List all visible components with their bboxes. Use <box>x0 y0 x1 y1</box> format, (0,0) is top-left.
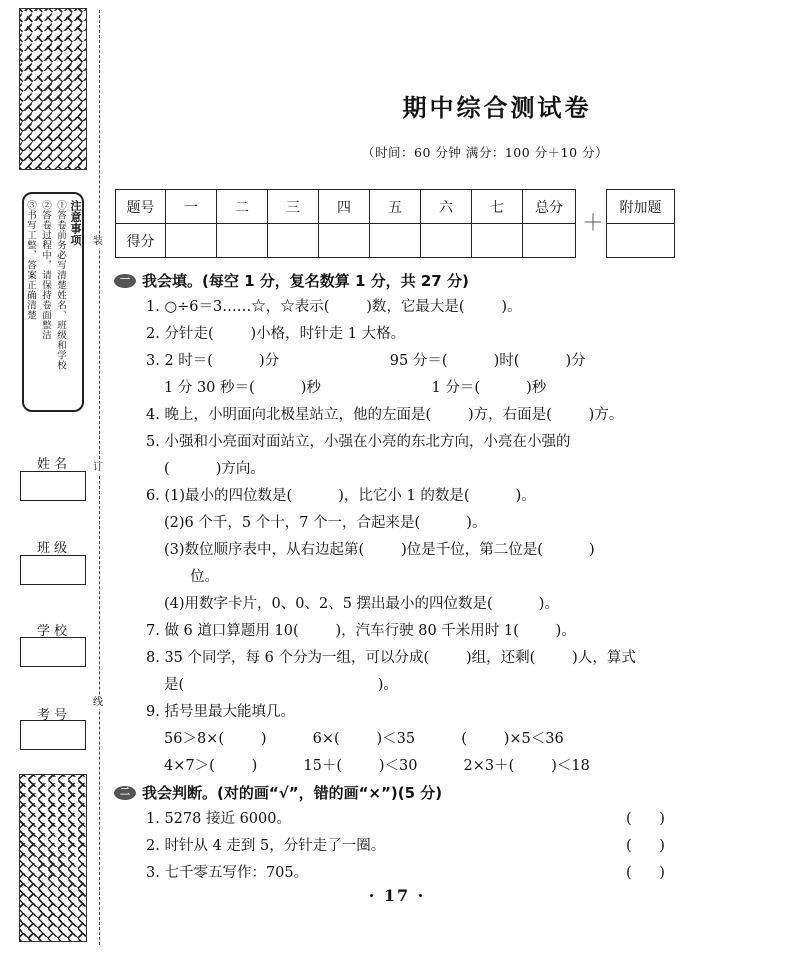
question-line: ( )方向。 <box>164 461 265 477</box>
section-2-title: 我会判断。(对的画“√”，错的画“×”)(5 分) <box>142 784 443 802</box>
score-header-cell: 六 <box>421 190 472 224</box>
question-line: (2)6 个千，5 个十，7 个一，合起来是( )。 <box>164 515 487 531</box>
notice-title: 注意事项 <box>69 200 82 246</box>
question-line: 4×7＞( ) 15＋( )＜30 2×3＋( )＜18 <box>164 758 590 774</box>
score-cell[interactable] <box>217 224 268 258</box>
question-line: 2. 分针走( )小格，时针走 1 大格。 <box>146 326 406 342</box>
score-cell[interactable] <box>370 224 421 258</box>
class-input-box[interactable] <box>20 555 86 585</box>
score-table-score-row <box>116 224 576 258</box>
score-cell[interactable] <box>268 224 319 258</box>
binding-char-1: 装 <box>93 236 103 247</box>
question-line: 8. 35 个同学，每 6 个分为一组，可以分成( )组，还剩( )人，算式 <box>146 650 636 666</box>
score-header-cell: 题号 <box>116 190 166 224</box>
score-cell[interactable] <box>319 224 370 258</box>
school-input-box[interactable] <box>20 637 86 667</box>
score-cell[interactable] <box>472 224 523 258</box>
bonus-table <box>606 189 675 258</box>
judge-item-text: 1. 5278 接近 6000。 <box>146 811 291 827</box>
question-line: (3)数位顺序表中，从右边起第( )位是千位，第二位是( ) <box>164 542 595 558</box>
name-input-box[interactable] <box>20 471 86 501</box>
question-line: 是( )。 <box>164 677 398 693</box>
notice-line-2: ②答卷过程中，请保持卷面整洁 <box>40 200 51 340</box>
question-line: 56＞8×( ) 6×( )＜35 ( )×5＜36 <box>164 731 564 747</box>
section-1-title: 我会填。(每空 1 分，复名数算 1 分，共 27 分) <box>142 272 469 290</box>
judge-item-text: 2. 时针从 4 走到 5，分针走了一圈。 <box>146 838 386 854</box>
question-line: 6. (1)最小的四位数是( )，比它小 1 的数是( )。 <box>146 488 536 504</box>
bonus-score-cell[interactable] <box>607 224 675 258</box>
question-line: 9. 括号里最大能填几。 <box>146 704 295 720</box>
binding-dashed-line <box>99 10 100 945</box>
plus-sign: ＋ <box>582 211 605 236</box>
score-cell[interactable] <box>166 224 217 258</box>
page-title: 期中综合测试卷 <box>402 94 592 122</box>
section-2-badge: 二 <box>114 786 136 800</box>
name-label: 姓名 <box>36 457 71 472</box>
question-line: 7. 做 6 道口算题用 10( )，汽车行驶 80 千米用时 1( )。 <box>146 623 576 639</box>
score-header-cell: 三 <box>268 190 319 224</box>
notice-line-1: ①答卷前务必写清楚姓名、班级和学校 <box>55 200 66 370</box>
score-table-header-row <box>116 190 576 224</box>
section-1-heading <box>114 270 469 291</box>
score-row-label: 得分 <box>116 224 166 258</box>
class-label: 班级 <box>36 541 71 556</box>
school-label: 学校 <box>36 624 71 639</box>
judge-item-text: 3. 七千零五写作：705。 <box>146 865 309 881</box>
section-1-badge: 一 <box>114 274 136 288</box>
score-header-cell: 五 <box>370 190 421 224</box>
notice-box <box>22 192 84 412</box>
question-line: 4. 晚上，小明面向北极星站立，他的左面是( )方，右面是( )方。 <box>146 407 624 423</box>
judge-item-paren[interactable]: ( ) <box>626 865 665 881</box>
judge-item-paren[interactable]: ( ) <box>626 811 665 827</box>
binding-char-2: 订 <box>93 462 103 473</box>
page-number: · 17 · <box>368 886 426 905</box>
section-2-heading <box>114 782 442 803</box>
binding-char-3: 线 <box>93 697 103 708</box>
score-header-cell: 二 <box>217 190 268 224</box>
score-cell[interactable] <box>421 224 472 258</box>
question-line: 位。 <box>190 569 219 585</box>
score-table <box>115 189 576 258</box>
question-line: 1 分 30 秒＝( )秒 1 分＝( )秒 <box>164 380 547 396</box>
score-header-cell: 一 <box>166 190 217 224</box>
score-header-cell: 总分 <box>523 190 576 224</box>
score-cell-total[interactable] <box>523 224 576 258</box>
bonus-label: 附加题 <box>607 190 675 224</box>
question-line: (4)用数字卡片，0、0、2、5 摆出最小的四位数是( )。 <box>164 596 559 612</box>
decorative-lattice-bottom <box>19 774 87 942</box>
question-line: 1. ○÷6＝3……☆，☆表示( )数，它最大是( )。 <box>146 299 522 315</box>
question-line: 5. 小强和小亮面对面站立，小强在小亮的东北方向，小亮在小强的 <box>146 434 571 450</box>
exam-number-input-box[interactable] <box>20 720 86 750</box>
question-line: 3. 2 时＝( )分 95 分＝( )时( )分 <box>146 353 586 369</box>
page-subtitle: （时间：60 分钟 满分：100 分＋10 分） <box>362 145 609 160</box>
score-header-cell: 七 <box>472 190 523 224</box>
notice-line-3: ③书写工整，答案正确清楚 <box>25 200 36 320</box>
exam-number-label: 考号 <box>36 708 71 723</box>
judge-item-paren[interactable]: ( ) <box>626 838 665 854</box>
score-header-cell: 四 <box>319 190 370 224</box>
